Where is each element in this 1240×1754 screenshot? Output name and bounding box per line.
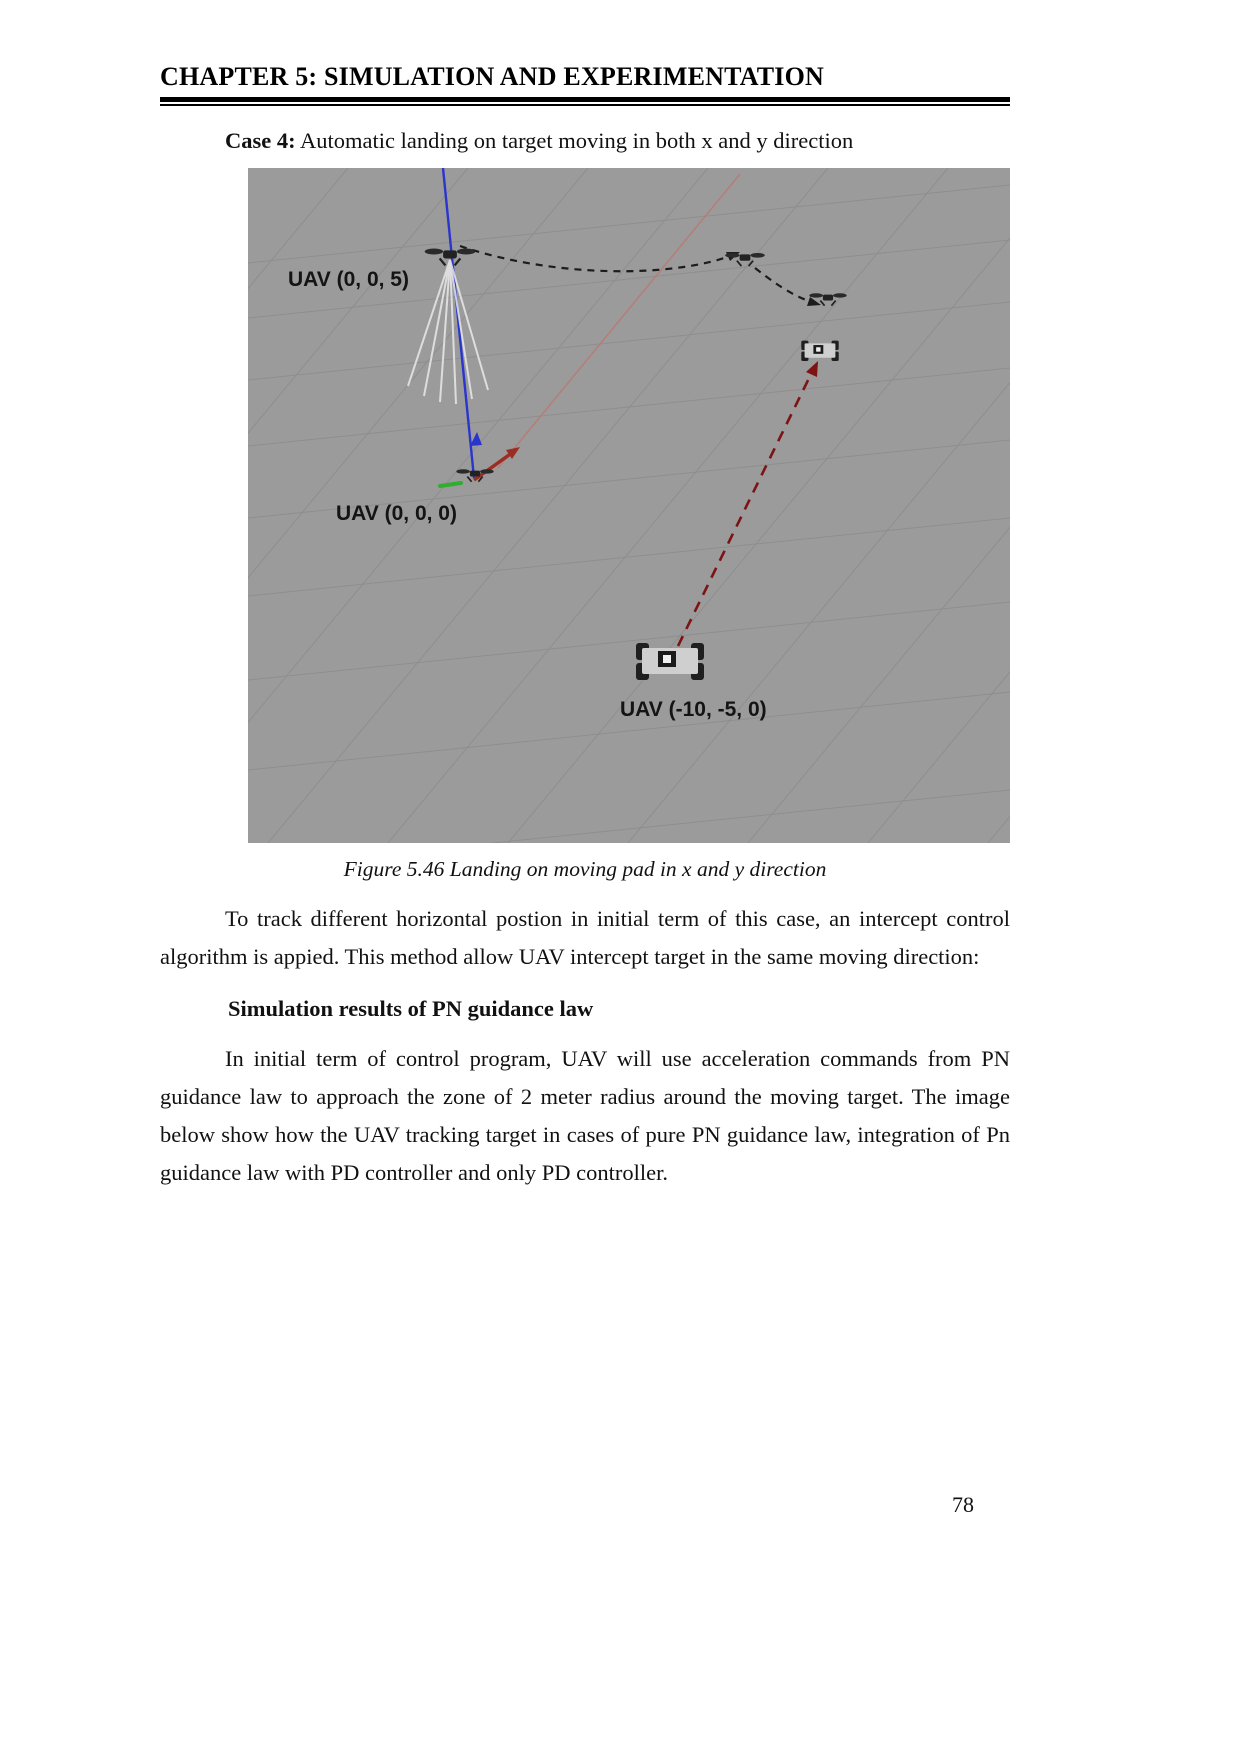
simulation-screenshot (248, 168, 1010, 843)
figure-image (248, 168, 1010, 843)
paragraph-pn-results: In initial term of control program, UAV will use acceleration commands from PN guidance law to approach the zone of 2 meter radius around the moving target. The image below show how the UAV tracking target in cases of pure PN guidance law, integration of Pn guidance law with PD controller and only PD controller. (160, 1046, 1010, 1185)
chapter-header: CHAPTER 5: SIMULATION AND EXPERIMENTATION (160, 62, 825, 91)
page-number: 78 (952, 1492, 974, 1517)
figure-caption: Figure 5.46 Landing on moving pad in x and y direction (343, 857, 827, 881)
page-content (160, 0, 1010, 1192)
case-text: Automatic landing on target moving in both x and y direction (295, 128, 854, 153)
label-uav-target: UAV (-10, -5, 0) (620, 698, 767, 721)
label-uav-top: UAV (0, 0, 5) (288, 268, 409, 291)
case-label: Case 4: (225, 128, 296, 153)
header-rule-thick (160, 97, 1010, 102)
paragraph-intercept: To track different horizontal postion in initial term of this case, an intercept control algorithm is appied. This method allow UAV intercept target in the same moving direction: (160, 906, 1010, 969)
case-paragraph (160, 128, 1010, 154)
label-uav-origin: UAV (0, 0, 0) (336, 502, 457, 525)
subheading-pn-guidance: Simulation results of PN guidance law (228, 996, 594, 1021)
header-rule-thin (160, 104, 1010, 106)
